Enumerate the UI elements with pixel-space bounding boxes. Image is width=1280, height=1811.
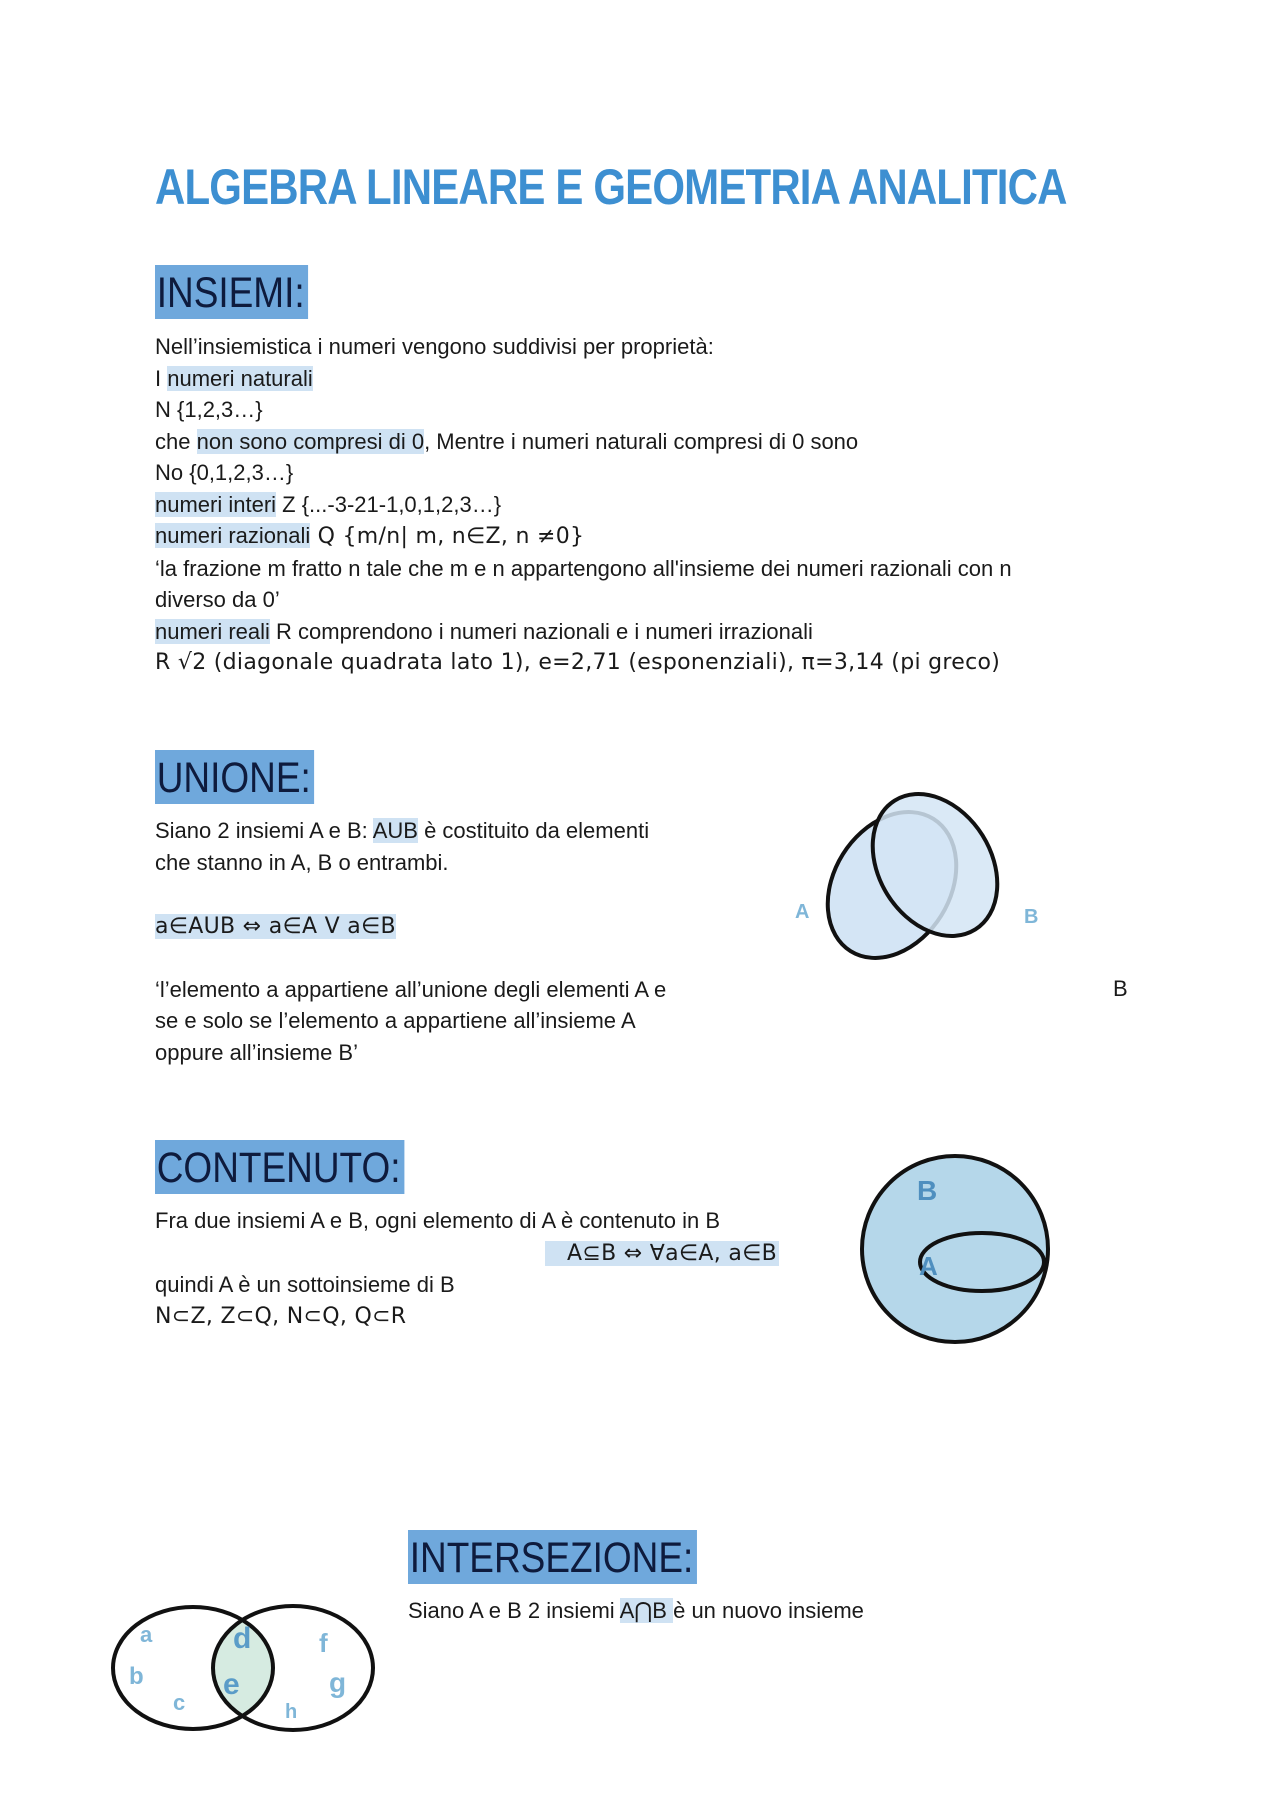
union-label-b: B bbox=[1024, 906, 1039, 928]
insiemi-line: N {1,2,3…} bbox=[155, 397, 263, 422]
element-letter: f bbox=[319, 1628, 328, 1658]
highlight: numeri reali bbox=[155, 618, 270, 644]
unione-stray-b: B bbox=[1113, 976, 1128, 1001]
insiemi-body bbox=[155, 331, 1012, 679]
contenuto-formula: A⊆B ⇔ ∀a∈A, a∈B bbox=[155, 1237, 779, 1270]
unione-formula: a∈AUB ⇔ a∈A V a∈B bbox=[155, 913, 396, 939]
contenuto-body bbox=[155, 1205, 779, 1332]
subset-label-a: A bbox=[919, 1251, 938, 1281]
union-diagram bbox=[790, 780, 1060, 965]
insiemi-line: R √2 (diagonale quadrata lato 1), e=2,71 (esponenziali), π=3,14 (pi greco) bbox=[155, 650, 1001, 675]
insiemi-line: diverso da 0’ bbox=[155, 587, 280, 612]
contenuto-line: quindi A è un sottoinsieme di B bbox=[155, 1272, 455, 1297]
insiemi-line: ‘la frazione m fratto n tale che m e n appartengono all'insieme dei numeri razionali con n bbox=[155, 555, 1012, 581]
page-title: ALGEBRA LINEARE E GEOMETRIA ANALITICA bbox=[155, 159, 1067, 215]
contenuto-line: N⊂Z, Z⊂Q, N⊂Q, Q⊂R bbox=[155, 1303, 407, 1329]
unione-line: oppure all’insieme B’ bbox=[155, 1039, 358, 1065]
union-label-a: A bbox=[795, 901, 810, 923]
highlight: numeri interi bbox=[155, 491, 277, 517]
insiemi-line: I numeri naturali bbox=[155, 365, 313, 391]
element-letter: e bbox=[223, 1668, 240, 1701]
unione-line: se e solo se l’elemento a appartiene all’insieme A bbox=[155, 1008, 636, 1033]
unione-line: che stanno in A, B o entrambi. bbox=[155, 849, 449, 875]
insiemi-line: numeri razionali Q {m/n| m, n∈Z, n ≠0} bbox=[155, 523, 585, 549]
insiemi-line: numeri interi Z {...-3-21-1,0,1,2,3…} bbox=[155, 491, 502, 517]
element-letter: g bbox=[329, 1667, 347, 1698]
section-heading-insiemi: INSIEMI: bbox=[155, 265, 308, 319]
section-heading-contenuto: CONTENUTO: bbox=[155, 1140, 404, 1194]
contenuto-line: Fra due insiemi A e B, ogni elemento di A è contenuto in B bbox=[155, 1208, 721, 1233]
element-letter: d bbox=[233, 1622, 252, 1655]
intersection-diagram bbox=[105, 1600, 385, 1735]
highlight: numeri naturali bbox=[167, 365, 313, 391]
unione-line: ‘l’elemento a appartiene all’unione degli elementi A e bbox=[155, 976, 667, 1002]
element-letter: h bbox=[285, 1701, 298, 1723]
intersezione-body bbox=[408, 1595, 864, 1627]
section-heading-intersezione: INTERSEZIONE: bbox=[408, 1530, 697, 1584]
insiemi-line: numeri reali R comprendono i numeri nazionali e i numeri irrazionali bbox=[155, 618, 813, 644]
set-a-ellipse bbox=[920, 1233, 1044, 1291]
unione-line: Siano 2 insiemi A e B: AUB è costituito da elementi bbox=[155, 818, 650, 843]
highlight: A⋂B bbox=[619, 1598, 674, 1623]
insiemi-line: che non sono compresi di 0, Mentre i numeri naturali compresi di 0 sono bbox=[155, 428, 859, 454]
insiemi-line: No {0,1,2,3…} bbox=[155, 460, 294, 485]
intersezione-line: Siano A e B 2 insiemi A⋂B è un nuovo insieme bbox=[408, 1598, 864, 1623]
element-letter: a bbox=[140, 1622, 153, 1647]
highlight: non sono compresi di 0 bbox=[196, 428, 425, 454]
section-heading-unione: UNIONE: bbox=[155, 750, 314, 804]
element-letter: b bbox=[129, 1663, 144, 1690]
unione-body bbox=[155, 815, 666, 1068]
element-letter: c bbox=[173, 1690, 186, 1715]
subset-label-b: B bbox=[917, 1175, 938, 1206]
subset-diagram bbox=[855, 1150, 1055, 1350]
highlight: AUB bbox=[372, 818, 418, 843]
insiemi-line: Nell’insiemistica i numeri vengono suddivisi per proprietà: bbox=[155, 334, 714, 359]
highlight: numeri razionali bbox=[155, 523, 311, 548]
